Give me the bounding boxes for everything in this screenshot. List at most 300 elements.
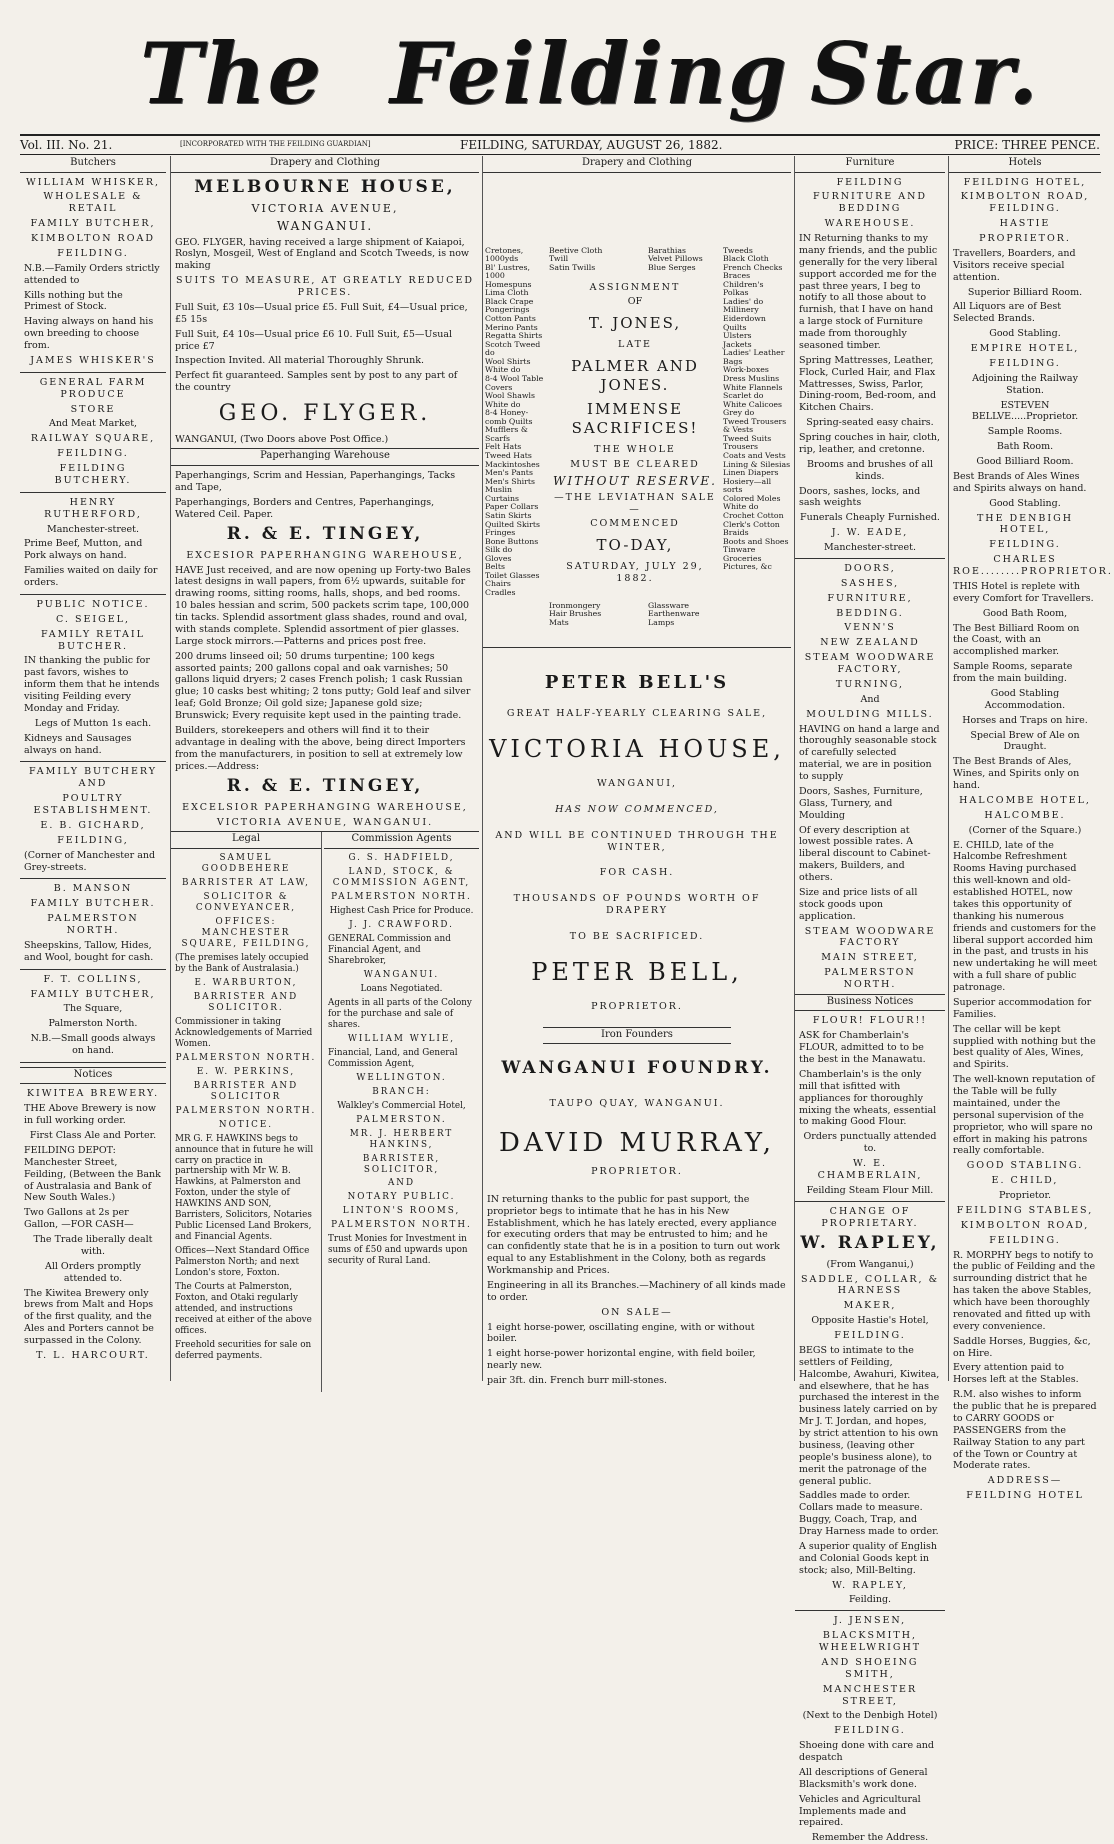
- ad-line: Kidneys and Sausages always on hand.: [24, 732, 132, 756]
- ad-line: 1 eight horse-power, oscillating engine, with or without boiler.: [487, 1321, 755, 1345]
- ad-line: Ladies' Leather Bags: [723, 348, 785, 366]
- ad-line: FEILDING.: [57, 448, 129, 460]
- ad-line: The Trade liberally dealt with.: [33, 1234, 153, 1257]
- ad-line: WANGANUI.: [276, 218, 374, 233]
- column-hotels: [948, 156, 1113, 1502]
- ad-line: And: [860, 693, 880, 705]
- ad-line: Financial, Land, and General Commission Agent,: [328, 1047, 458, 1069]
- ad-line: Dress Muslins: [723, 373, 780, 383]
- ad-line: Tweeds: [723, 245, 753, 255]
- ad-line: FEILDING.: [834, 1330, 906, 1341]
- ad-line: THE WHOLE: [594, 443, 676, 455]
- ad-line: Sheepskins, Tallow, Hides, and Wool, bought for cash.: [24, 939, 154, 963]
- ad-line: Satin Skirts: [485, 510, 532, 520]
- ad-line: FAMILY RETAIL BUTCHER.: [41, 628, 145, 652]
- ad-line: SAMUEL GOODBEHERE: [201, 852, 291, 874]
- ad-line: SASHES,: [840, 577, 900, 589]
- ad-line: Prime Beef, Mutton, and Pork always on hand.: [24, 538, 143, 562]
- ad-line: EXCELSIOR PAPERHANGING WAREHOUSE,: [182, 801, 468, 813]
- ad-line: Spring-seated easy chairs.: [806, 417, 934, 429]
- ad-line: E. WARBURTON,: [194, 977, 298, 988]
- ad-line: Lima Cloth: [485, 288, 529, 298]
- ad-line: Felt Hats: [485, 442, 522, 452]
- ad-line: GOOD STABLING.: [966, 1160, 1084, 1172]
- ad-line: Builders, storekeepers and others will find it to their advantage in dealing with the above, being direct Importers from the manufacturers, in position to sell at extremely low prices.—Address:: [175, 724, 466, 772]
- ad-line: BARRISTER, SOLICITOR,: [362, 1153, 441, 1175]
- ad-line: COMMENCED: [590, 518, 680, 530]
- masthead-title-the: The: [140, 24, 324, 123]
- ad-line: Doors, sashes, locks, and sash weights: [799, 485, 921, 509]
- ad-line: RAILWAY SQUARE,: [30, 433, 156, 445]
- ad-line: Tweed Hats: [485, 451, 532, 460]
- ad-line: White do: [485, 399, 521, 409]
- ad-line: ESTEVEN BELLVE.....Proprietor.: [971, 399, 1079, 423]
- ad-line: PUBLIC NOTICE.: [36, 598, 150, 610]
- ad-line: Children's Polkas: [723, 279, 764, 298]
- ad-line: SUITS TO MEASURE, AT GREATLY REDUCED PRICES.: [175, 275, 474, 298]
- ad-line: Twill: [549, 254, 569, 264]
- ad-line: FAMILY BUTCHERY AND: [28, 766, 158, 790]
- ad-line: Coats and Vests: [723, 451, 786, 460]
- ad-line: Regatta Shirts: [485, 331, 543, 341]
- section-header-legal: Legal: [171, 832, 321, 849]
- ad-line: NOTICE.: [218, 1119, 274, 1130]
- ad-line: POULTRY ESTABLISHMENT.: [33, 793, 153, 816]
- ad-line: JAMES WHISKER'S: [30, 354, 156, 366]
- section-header-business-notices: Business Notices: [795, 994, 945, 1012]
- ad-line: DAVID MURRAY,: [499, 1128, 775, 1159]
- ad-line: BEDDING.: [836, 607, 904, 619]
- ad-line: (From Wanganui,): [826, 1258, 914, 1270]
- ad-line: Glassware: [648, 600, 690, 610]
- ad-line: KIMBOLTON ROAD,: [960, 1219, 1090, 1231]
- ad-line: PROPRIETOR.: [979, 233, 1071, 244]
- ad-line: OF: [627, 296, 643, 308]
- ad-line: PALMERSTON NORTH.: [331, 891, 472, 902]
- section-header-iron-founders: Iron Founders: [543, 1027, 731, 1045]
- ad-line: FURNITURE AND BEDDING: [812, 191, 928, 215]
- ad-line: GEO. FLYGER, having received a large shipment of Kaiapoi, Roslyn, Mosgeil, West of England and Scotch Tweeds, is now making: [175, 236, 470, 272]
- ad-line: FEILDING DEPOT: Manchester Street, Feilding, (Between the Bank of Australasia and Bank of New South Wales.): [24, 1144, 161, 1204]
- ad-line: Jackets: [723, 339, 752, 349]
- section-header-notices: Notices: [20, 1067, 166, 1085]
- ad-line: Size and price lists of all stock goods upon application.: [799, 886, 918, 922]
- ad-line: W. RAPLEY,: [800, 1233, 940, 1254]
- ad-line: AND: [387, 1178, 416, 1189]
- ad-line: (Next to the Denbigh Hotel): [802, 1710, 938, 1722]
- ad-line: Inspection Invited. All material Thoroughly Shrunk.: [175, 355, 425, 367]
- ad-line: IN returning thanks to the public for past support, the proprietor begs to intimate that he has in his New Establishment, which he has lately erected, every appliance for executing orders that may be entrusted to him; and he can confidently state that he is in a position to turn out work equal to any Establishment in the Colony, both as regards Workmanship and Prices.: [487, 1193, 780, 1276]
- ad-line: T. JONES,: [588, 314, 682, 333]
- ad-line: Fringes: [485, 528, 516, 538]
- masthead-title-star: Star.: [810, 24, 1040, 123]
- ad-line: Good Stabling.: [989, 497, 1061, 509]
- ad-line: Beetive Cloth: [549, 245, 603, 255]
- ad-line: VICTORIA HOUSE,: [489, 734, 785, 763]
- ad-line: FURNITURE,: [827, 592, 913, 604]
- ad-line: Travellers, Boarders, and Visitors receive special attention.: [953, 247, 1076, 283]
- ad-line: Feilding.: [848, 1594, 892, 1606]
- masthead: [0, 0, 1114, 130]
- ad-line: E. CHILD, late of the Halcombe Refreshment Rooms Having purchased this well-known and old-established HOTEL, now takes this opportunity of thanking his numerous friends and customers for the liberal support accorded him in the past, and trusts in his new undertaking he will meet with a full share of public patronage.: [953, 839, 1097, 993]
- ad-line: Barathias: [648, 245, 687, 255]
- ad-line: J. JENSEN,: [833, 1615, 907, 1627]
- dateline: [20, 134, 1100, 155]
- ad-line: Colored Moles: [723, 493, 781, 503]
- ad-line: WITHOUT RESERVE.: [553, 473, 717, 488]
- section-header-drapery: Drapery and Clothing: [171, 156, 479, 173]
- volume-number: Vol. III. No. 21.: [20, 138, 113, 152]
- page-columns: [20, 156, 1113, 1844]
- ad-line: PETER BELL,: [531, 957, 743, 986]
- section-header-paperhanging: Paperhanging Warehouse: [171, 448, 479, 466]
- ad-line: Cradles: [485, 588, 516, 597]
- ad-line: And Meat Market,: [48, 418, 138, 430]
- ad-line: B. MANSON: [53, 883, 133, 895]
- ad-line: White do: [485, 365, 521, 375]
- column-drapery-sale: [482, 156, 791, 1386]
- ad-line: Silk do: [485, 545, 513, 555]
- ad-line: Lining & Silesias: [723, 459, 791, 469]
- ad-line: MUST BE CLEARED: [570, 458, 700, 470]
- ad-line: Good Stabling Accommodation.: [984, 687, 1066, 711]
- ad-line: Every attention paid to Horses left at the Stables.: [953, 1362, 1079, 1386]
- ad-line: SATURDAY, JULY 29, 1882.: [566, 561, 704, 584]
- ad-line: The Kiwitea Brewery only brews from Malt and Hops of the first quality, and the Ales and Porters cannot be surpassed in the Colony.: [24, 1287, 154, 1346]
- ad-line: (Corner of the Square.): [968, 824, 1082, 836]
- ad-line: PALMERSTON NORTH.: [331, 1220, 472, 1231]
- ad-line: Brooms and brushes of all kinds.: [807, 458, 933, 482]
- ad-line: Gloves: [485, 553, 512, 563]
- ad-line: Scotch Tweed do: [485, 339, 541, 358]
- ad-line: Paperhangings, Scrim and Hessian, Paperhangings, Tacks and Tape,: [175, 469, 456, 493]
- price: PRICE: THREE PENCE.: [954, 138, 1100, 152]
- ad-line: Sample Rooms.: [987, 426, 1063, 438]
- ad-line: GENERAL FARM PRODUCE: [39, 376, 147, 400]
- column-drapery-legal: [170, 156, 479, 1381]
- ad-line: FEILDING HOTEL,: [963, 176, 1087, 188]
- ad-line: GENERAL Commission and Financial Agent, and Sharebroker,: [328, 933, 451, 966]
- advertisement: [20, 377, 166, 487]
- ad-line: Ironmongery: [549, 600, 601, 610]
- ad-line: HAVING on hand a large and thoroughly seasonable stock of carefully selected material, we are in position to supply: [799, 723, 940, 782]
- ad-line: THE Above Brewery is now in full working order.: [24, 1103, 156, 1127]
- ad-line: FEILDING.: [834, 1725, 906, 1737]
- ad-line: HASTIE: [999, 218, 1051, 230]
- ad-line: First Class Ale and Porter.: [29, 1130, 157, 1141]
- ad-line: PALMERSTON.: [356, 1114, 447, 1125]
- ad-line: Superior accommodation for Families.: [953, 996, 1092, 1020]
- ad-line: LATE: [618, 339, 652, 350]
- ad-line: OFFICES: MANCHESTER SQUARE, FEILDING,: [181, 916, 311, 949]
- ad-line: Earthenware: [648, 609, 700, 619]
- ad-line: Manchester-street.: [47, 523, 139, 535]
- ad-line: Men's Pants: [485, 468, 533, 478]
- ad-line: Homespuns: [485, 279, 532, 289]
- issue-date: FEILDING, SATURDAY, AUGUST 26, 1882.: [460, 138, 723, 152]
- ad-line: The cellar will be kept supplied with nothing but the best quality of Ales, Wines, and Spirits.: [953, 1023, 1096, 1071]
- ad-line: FEILDING BUTCHERY.: [54, 463, 132, 486]
- ad-line: Mackintoshes: [485, 459, 540, 469]
- ad-line: Pictures, &c: [723, 562, 772, 572]
- ad-line: Bone Buttons: [485, 536, 539, 546]
- section-header-butchers: Butchers: [20, 156, 166, 173]
- ad-line: White Flannels: [723, 382, 783, 392]
- ad-line: CHARLES ROE........PROPRIETOR.: [953, 554, 1113, 577]
- ad-line: WANGANUI FOUNDRY.: [501, 1058, 773, 1079]
- ad-line: J. W. EADE,: [831, 527, 909, 539]
- ad-line: BLACKSMITH, WHEELWRIGHT: [818, 1630, 922, 1653]
- ad-line: F. T. COLLINS,: [43, 973, 143, 985]
- ad-line: PALMER AND JONES.: [571, 356, 699, 394]
- section-header-drapery-2: Drapery and Clothing: [483, 156, 791, 173]
- ad-line: R. MORPHY begs to notify to the public of Feilding and the surrounding district that he has taken the above Stables, which have been thoroughly renovated and fitted up with every convenience.: [953, 1249, 1096, 1332]
- ad-line: —THE LEVIATHAN SALE—: [554, 491, 716, 515]
- ad-line: PETER BELL'S: [544, 671, 730, 693]
- ad-line: Families waited on daily for orders.: [24, 565, 158, 588]
- ad-line: Walkley's Commercial Hotel,: [337, 1100, 466, 1111]
- ad-line: White Calicoes: [723, 399, 783, 409]
- ad-line: Hosiery—all sorts: [723, 476, 772, 495]
- ad-line: CHANGE OF PROPRIETARY.: [821, 1205, 919, 1229]
- ad-line: Hair Brushes: [549, 609, 602, 619]
- ad-line: Quilted Skirts: [485, 519, 541, 529]
- ad-line: Muslin Curtains: [485, 485, 520, 503]
- ad-line: 200 drums linseed oil; 50 drums turpentine; 100 kegs assorted paints; 200 gallons copal and oak varnishes; 50 gallons liquid dryers; 2 cases French polish; 1 cask Russian glue; 10 casks best whiting; 2 tons putty; Gold leaf and silver leaf; Gold Bronze; Oil gold size; Japanese gold size; Brunswick; Every requisite kept used in the painting trade.: [175, 650, 471, 721]
- ad-line: ON SALE—: [601, 1306, 673, 1318]
- ad-line: Two Gallons at 2s per Gallon, —FOR CASH—: [24, 1207, 134, 1231]
- ad-line: KIWITEA BREWERY.: [26, 1088, 160, 1100]
- ad-line: Mufflers & Scarfs: [485, 425, 528, 443]
- column-furniture-business: [794, 156, 945, 1844]
- ad-line: VICTORIA AVENUE,: [251, 201, 399, 215]
- ad-line: Black Cloth: [723, 254, 769, 264]
- section-header-commission-agents: Commission Agents: [324, 832, 479, 849]
- ad-line: N.B.—Family Orders strictly attended to: [24, 262, 160, 286]
- ad-line: KIMBOLTON ROAD: [31, 233, 155, 244]
- ad-line: Lamps: [648, 617, 675, 627]
- ad-line: PROPRIETOR.: [591, 1000, 683, 1012]
- ad-line: Scarlet do: [723, 391, 764, 401]
- ad-line: GREAT HALF-YEARLY CLEARING SALE,: [506, 708, 768, 719]
- ad-line: (The premises lately occupied by the Bank of Australasia.): [175, 952, 309, 974]
- ad-line: Blue Serges: [648, 262, 696, 272]
- ad-line: Tinware: [723, 545, 756, 555]
- advertisement: [20, 177, 166, 367]
- ad-line: PALMERSTON NORTH.: [47, 913, 139, 936]
- ad-line: WANGANUI.: [363, 969, 440, 980]
- ad-line: Saddles made to order. Collars made to measure. Buggy, Coach, Trap, and Dray Harness made to order.: [799, 1490, 939, 1537]
- ad-line: C. SEIGEL,: [55, 613, 131, 625]
- ad-line: WILLIAM WYLIE,: [347, 1033, 456, 1044]
- ad-line: Ulsters: [723, 331, 752, 341]
- ad-line: FEILDING STABLES,: [956, 1204, 1094, 1216]
- ad-line: W. E. CHAMBERLAIN,: [817, 1158, 923, 1181]
- ad-line: BARRISTER AND SOLICITOR.: [193, 991, 299, 1013]
- ad-line: Full Suit, £3 10s—Usual price £5. Full Suit, £4—Usual price, £5 15s: [175, 301, 468, 325]
- ad-line: 1 eight horse-power horizontal engine, with field boiler, nearly new.: [487, 1348, 756, 1372]
- ad-line: ADDRESS—: [987, 1475, 1063, 1487]
- ad-line: PALMERSTON NORTH.: [824, 967, 916, 990]
- masthead-title-feilding: Feilding: [390, 24, 789, 123]
- ad-line: Mats: [549, 617, 569, 627]
- ad-line: Eiderdown Quilts: [723, 314, 766, 332]
- ad-line: IN Returning thanks to my many friends, and the public generally for the very liberal support accorded me for the past three years, I beg to notify to all those about to furnish, that I have on hand a large stock of Furniture made from thoroughly seasoned timber.: [799, 233, 938, 351]
- ad-line: NEW ZEALAND: [820, 637, 920, 649]
- ad-line: Sample Rooms, separate from the main building.: [953, 661, 1073, 684]
- ad-line: The well-known reputation of the Table will be fully maintained, under the personal supervision of the proprietor, who will spare no effort in making his patrons really comfortable.: [953, 1074, 1095, 1157]
- ad-line: ASSIGNMENT: [589, 281, 681, 293]
- ad-line: Satin Twills: [549, 262, 596, 272]
- ad-line: FEILDING: [836, 176, 904, 188]
- ad-line: Tweed Trousers & Vests: [723, 416, 787, 435]
- ad-line: Toilet Glasses: [485, 570, 540, 580]
- ad-line: Black Crape: [485, 296, 534, 306]
- ad-line: HALCOMBE HOTEL,: [959, 794, 1091, 806]
- ad-line: WHOLESALE & RETAIL: [43, 191, 143, 215]
- ad-line: W. RAPLEY,: [832, 1579, 908, 1591]
- ad-line: FLOUR! FLOUR!!: [812, 1015, 928, 1027]
- ad-line: G. S. HADFIELD,: [348, 852, 455, 863]
- ad-line: Men's Shirts: [485, 476, 535, 486]
- ad-line: Spring couches in hair, cloth, rip, leather, and cretonne.: [799, 432, 941, 455]
- ad-line: White do: [723, 502, 759, 512]
- ad-line: Tweed Suits: [723, 433, 772, 443]
- ad-line: 8-4 Honey-comb Quilts: [485, 408, 533, 426]
- ad-line: Saddle Horses, Buggies, &c, on Hire.: [953, 1335, 1091, 1359]
- ad-line: MAIN STREET,: [821, 952, 919, 964]
- ad-line: FAMILY BUTCHER,: [30, 218, 156, 230]
- ad-line: TO BE SACRIFICED.: [569, 931, 705, 942]
- section-header-furniture: Furniture: [795, 156, 945, 173]
- ad-line: The Best Brands of Ales, Wines, and Spirits only on hand.: [953, 756, 1080, 791]
- ad-line: Braces: [723, 271, 751, 281]
- ad-line: Good Stabling.: [989, 328, 1061, 340]
- ad-line: Chamberlain's is the only mill that isfitted with appliances for thoroughly mixing the wheats, essential to making Good Flour.: [799, 1068, 937, 1128]
- ad-line: Offices—Next Standard Office Palmerston North; and next London's store, Foxton.: [175, 1246, 310, 1279]
- ad-line: Orders punctually attended to.: [803, 1131, 937, 1155]
- ad-line: Commissioner in taking Acknowledgements of Married Women.: [175, 1016, 313, 1049]
- advertisement: [20, 497, 166, 589]
- ad-line: T. L. HARCOURT.: [36, 1349, 150, 1361]
- ad-line: Braids: [723, 528, 749, 538]
- ad-line: Millinery: [723, 305, 759, 315]
- ad-line: Legs of Mutton 1s each.: [34, 717, 152, 729]
- ad-line: MANCHESTER STREET,: [822, 1683, 918, 1707]
- ad-line: The Square,: [63, 1003, 123, 1015]
- ad-line: Agents in all parts of the Colony for the purchase and sale of shares.: [328, 997, 472, 1030]
- ad-line: Proprietor.: [999, 1190, 1051, 1201]
- ad-line: Chairs: [485, 579, 511, 589]
- ad-line: The Best Billiard Room on the Coast, with an accomplished marker.: [953, 622, 1080, 658]
- ad-line: Perfect fit guaranteed. Samples sent by post to any part of the country: [175, 370, 458, 394]
- ad-line: Opposite Hastie's Hotel,: [811, 1315, 929, 1327]
- ad-line: THE DENBIGH HOTEL,: [976, 512, 1074, 536]
- ad-line: Bl' Lustres, 1000: [485, 262, 530, 281]
- ad-line: STEAM WOODWARE FACTORY: [804, 925, 936, 949]
- ad-line: BRANCH:: [372, 1086, 431, 1097]
- column-butchers: [20, 156, 166, 1381]
- ad-line: Linen Diapers: [723, 468, 779, 478]
- ad-line: Merino Pants: [485, 322, 538, 332]
- ad-line: HENRY RUTHERFORD,: [44, 496, 142, 520]
- ad-line: MR G. F. HAWKINS begs to announce that in future he will carry on practice in partnership with Mr W. B. Hawkins, at Palmerston and Foxton, under the style of HAWKINS AND SON, Barristers, Solicitors, Notaries Public Licensed Land Brokers, and Financial Agents.: [175, 1133, 314, 1243]
- ad-line: All Liquors are of Best Selected Brands.: [953, 301, 1062, 325]
- advertisement: [20, 599, 166, 757]
- ad-line: R. & E. TINGEY,: [226, 776, 424, 797]
- ad-line: Highest Cash Price for Produce.: [329, 905, 474, 916]
- ad-line: Full Suit, £4 10s—Usual price £6 10. Full Suit, £5—Usual price £7: [175, 328, 453, 352]
- ad-line: THIS Hotel is replete with every Comfort for Travellers.: [953, 580, 1094, 604]
- ad-line: WAREHOUSE.: [824, 218, 916, 230]
- section-header-hotels: Hotels: [949, 156, 1101, 173]
- ad-line: EMPIRE HOTEL,: [970, 343, 1080, 354]
- ad-line: GEO. FLYGER.: [218, 401, 432, 426]
- ad-line: Velvet Pillows: [648, 254, 703, 264]
- ad-line: Trousers: [723, 442, 758, 452]
- ad-line: E. B. GICHARD,: [40, 819, 146, 831]
- ad-line: THOUSANDS OF POUNDS WORTH OF DRAPERY: [513, 893, 761, 917]
- ad-line: FEILDING.: [989, 1234, 1061, 1246]
- ad-line: R.M. also wishes to inform the public that he is prepared to CARRY GOODS or PASSENGERS from the Railway Station to any part of the Town or Country at Moderate rates.: [953, 1389, 1097, 1472]
- ad-line: Funerals Cheaply Furnished.: [800, 512, 940, 524]
- ad-line: Shoeing done with care and despatch: [799, 1740, 934, 1763]
- ad-line: Wool Shirts: [485, 356, 531, 366]
- ad-line: PALMERSTON NORTH.: [175, 1052, 317, 1063]
- ad-line: Paper Collars: [485, 502, 539, 512]
- ad-line: IN thanking the public for past favors, wishes to inform them that he intends visiting Feilding every Monday and Friday.: [24, 655, 160, 714]
- ad-line: French Checks: [723, 262, 783, 272]
- ad-line: Vehicles and Agricultural Implements made and repaired.: [799, 1793, 921, 1829]
- ad-line: LAND, STOCK, & COMMISSION AGENT,: [332, 866, 471, 888]
- ad-line: TURNING,: [835, 678, 905, 690]
- ad-line: Palmerston North.: [48, 1018, 138, 1030]
- ad-line: FEILDING.: [989, 539, 1061, 551]
- ad-line: 8-4 Wool Table Covers: [485, 373, 544, 392]
- advertisement: [20, 883, 166, 963]
- ad-line: Superior Billiard Room.: [967, 286, 1083, 298]
- ad-line: MR. J. HERBERT HANKINS,: [349, 1128, 454, 1150]
- advertisement: [20, 974, 166, 1057]
- ad-line: Bath Room.: [996, 441, 1054, 453]
- ad-line: Good Bath Room,: [982, 607, 1068, 619]
- ad-line: WANGANUI,: [596, 777, 677, 789]
- ad-line: All descriptions of General Blacksmith's work done.: [799, 1766, 928, 1790]
- ad-line: Freehold securities for sale on deferred payments.: [175, 1340, 312, 1362]
- ad-line: AND SHOEING SMITH,: [821, 1656, 919, 1680]
- ad-line: HALCOMBE.: [984, 809, 1066, 821]
- ad-line: BARRISTER AT LAW,: [182, 877, 310, 888]
- ad-line: FEILDING HOTEL: [966, 1490, 1084, 1502]
- ad-line: Doors, Sashes, Furniture, Glass, Turnery, and Moulding: [799, 785, 923, 821]
- ad-line: Wool Shawls: [485, 391, 536, 401]
- ad-line: IMMENSE SACRIFICES!: [571, 400, 699, 438]
- ad-line: SOLICITOR & CONVEYANCER,: [195, 891, 297, 913]
- ad-line: TO-DAY,: [596, 536, 674, 555]
- ad-line: TAUPO QUAY, WANGANUI.: [549, 1097, 725, 1109]
- ad-line: Trust Monies for Investment in sums of £50 and upwards upon security of Rural Land.: [328, 1234, 468, 1267]
- ad-line: Boots and Shoes: [723, 536, 789, 546]
- ad-line: MELBOURNE HOUSE,: [194, 176, 456, 197]
- ad-line: R. & E. TINGEY,: [226, 524, 424, 545]
- ad-line: AND WILL BE CONTINUED THROUGH THE WINTER,: [495, 829, 779, 853]
- ad-line: WANGANUI, (Two Doors above Post Office.): [175, 433, 389, 445]
- ad-line: Engineering in all its Branches.—Machinery of all kinds made to order.: [487, 1279, 786, 1303]
- ad-line: STEAM WOODWARE FACTORY,: [804, 652, 936, 675]
- ad-line: Cotton Pants: [485, 314, 536, 323]
- ad-line: (Corner of Manchester and Grey-streets.: [24, 849, 156, 873]
- ad-line: Cretones, 1000yds: [485, 245, 524, 264]
